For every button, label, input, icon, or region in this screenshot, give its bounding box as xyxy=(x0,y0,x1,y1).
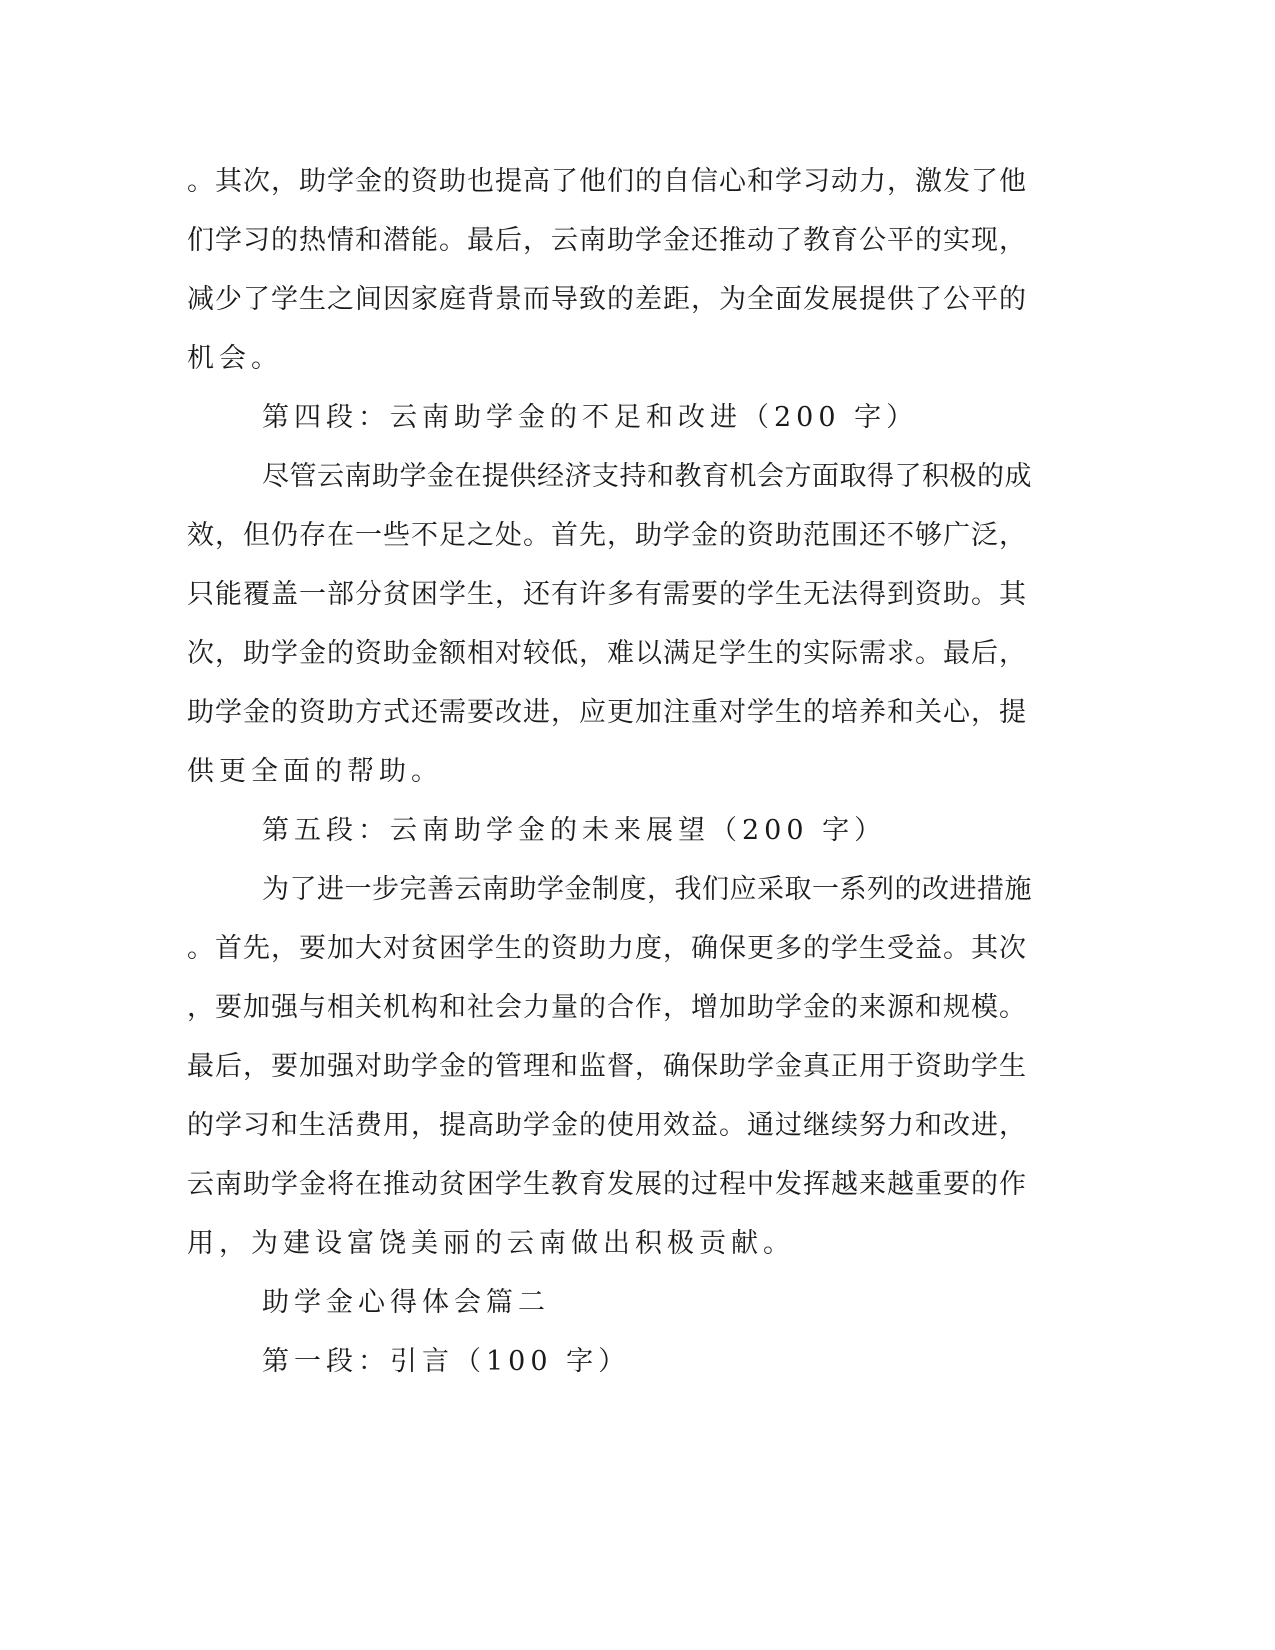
article-subtitle: 助学金心得体会篇二 xyxy=(262,1287,550,1318)
text-line: 。首先，要加大对贫困学生的资助力度，确保更多的学生受益。其次 xyxy=(187,933,1027,964)
text-line: 尽管云南助学金在提供经济支持和教育机会方面取得了积极的成 xyxy=(262,461,1032,492)
text-line: 供更全面的帮助。 xyxy=(187,756,443,787)
text-line: 次，助学金的资助金额相对较低，难以满足学生的实际需求。最后， xyxy=(187,638,1027,669)
section-heading: 第五段：云南助学金的未来展望（200 字） xyxy=(262,815,887,846)
text-line: ，要加强与相关机构和社会力量的合作，增加助学金的来源和规模。 xyxy=(187,992,1027,1023)
text-line: 效，但仍存在一些不足之处。首先，助学金的资助范围还不够广泛， xyxy=(187,520,1027,551)
text-line: 的学习和生活费用，提高助学金的使用效益。通过继续努力和改进， xyxy=(187,1110,1027,1141)
text-line: 最后，要加强对助学金的管理和监督，确保助学金真正用于资助学生 xyxy=(187,1051,1027,1082)
section-heading: 第四段：云南助学金的不足和改进（200 字） xyxy=(262,402,919,433)
text-line: 。其次，助学金的资助也提高了他们的自信心和学习动力，激发了他 xyxy=(187,166,1027,197)
text-line: 用，为建设富饶美丽的云南做出积极贡献。 xyxy=(187,1228,795,1259)
text-line: 们学习的热情和潜能。最后，云南助学金还推动了教育公平的实现， xyxy=(187,225,1027,256)
text-line: 助学金的资助方式还需要改进，应更加注重对学生的培养和关心，提 xyxy=(187,697,1027,728)
text-line: 减少了学生之间因家庭背景而导致的差距，为全面发展提供了公平的 xyxy=(187,284,1027,315)
section-heading: 第一段：引言（100 字） xyxy=(262,1346,631,1377)
text-line: 为了进一步完善云南助学金制度，我们应采取一系列的改进措施 xyxy=(262,874,1032,905)
text-line: 机会。 xyxy=(187,343,283,374)
text-line: 只能覆盖一部分贫困学生，还有许多有需要的学生无法得到资助。其 xyxy=(187,579,1027,610)
text-line: 云南助学金将在推动贫困学生教育发展的过程中发挥越来越重要的作 xyxy=(187,1169,1027,1200)
